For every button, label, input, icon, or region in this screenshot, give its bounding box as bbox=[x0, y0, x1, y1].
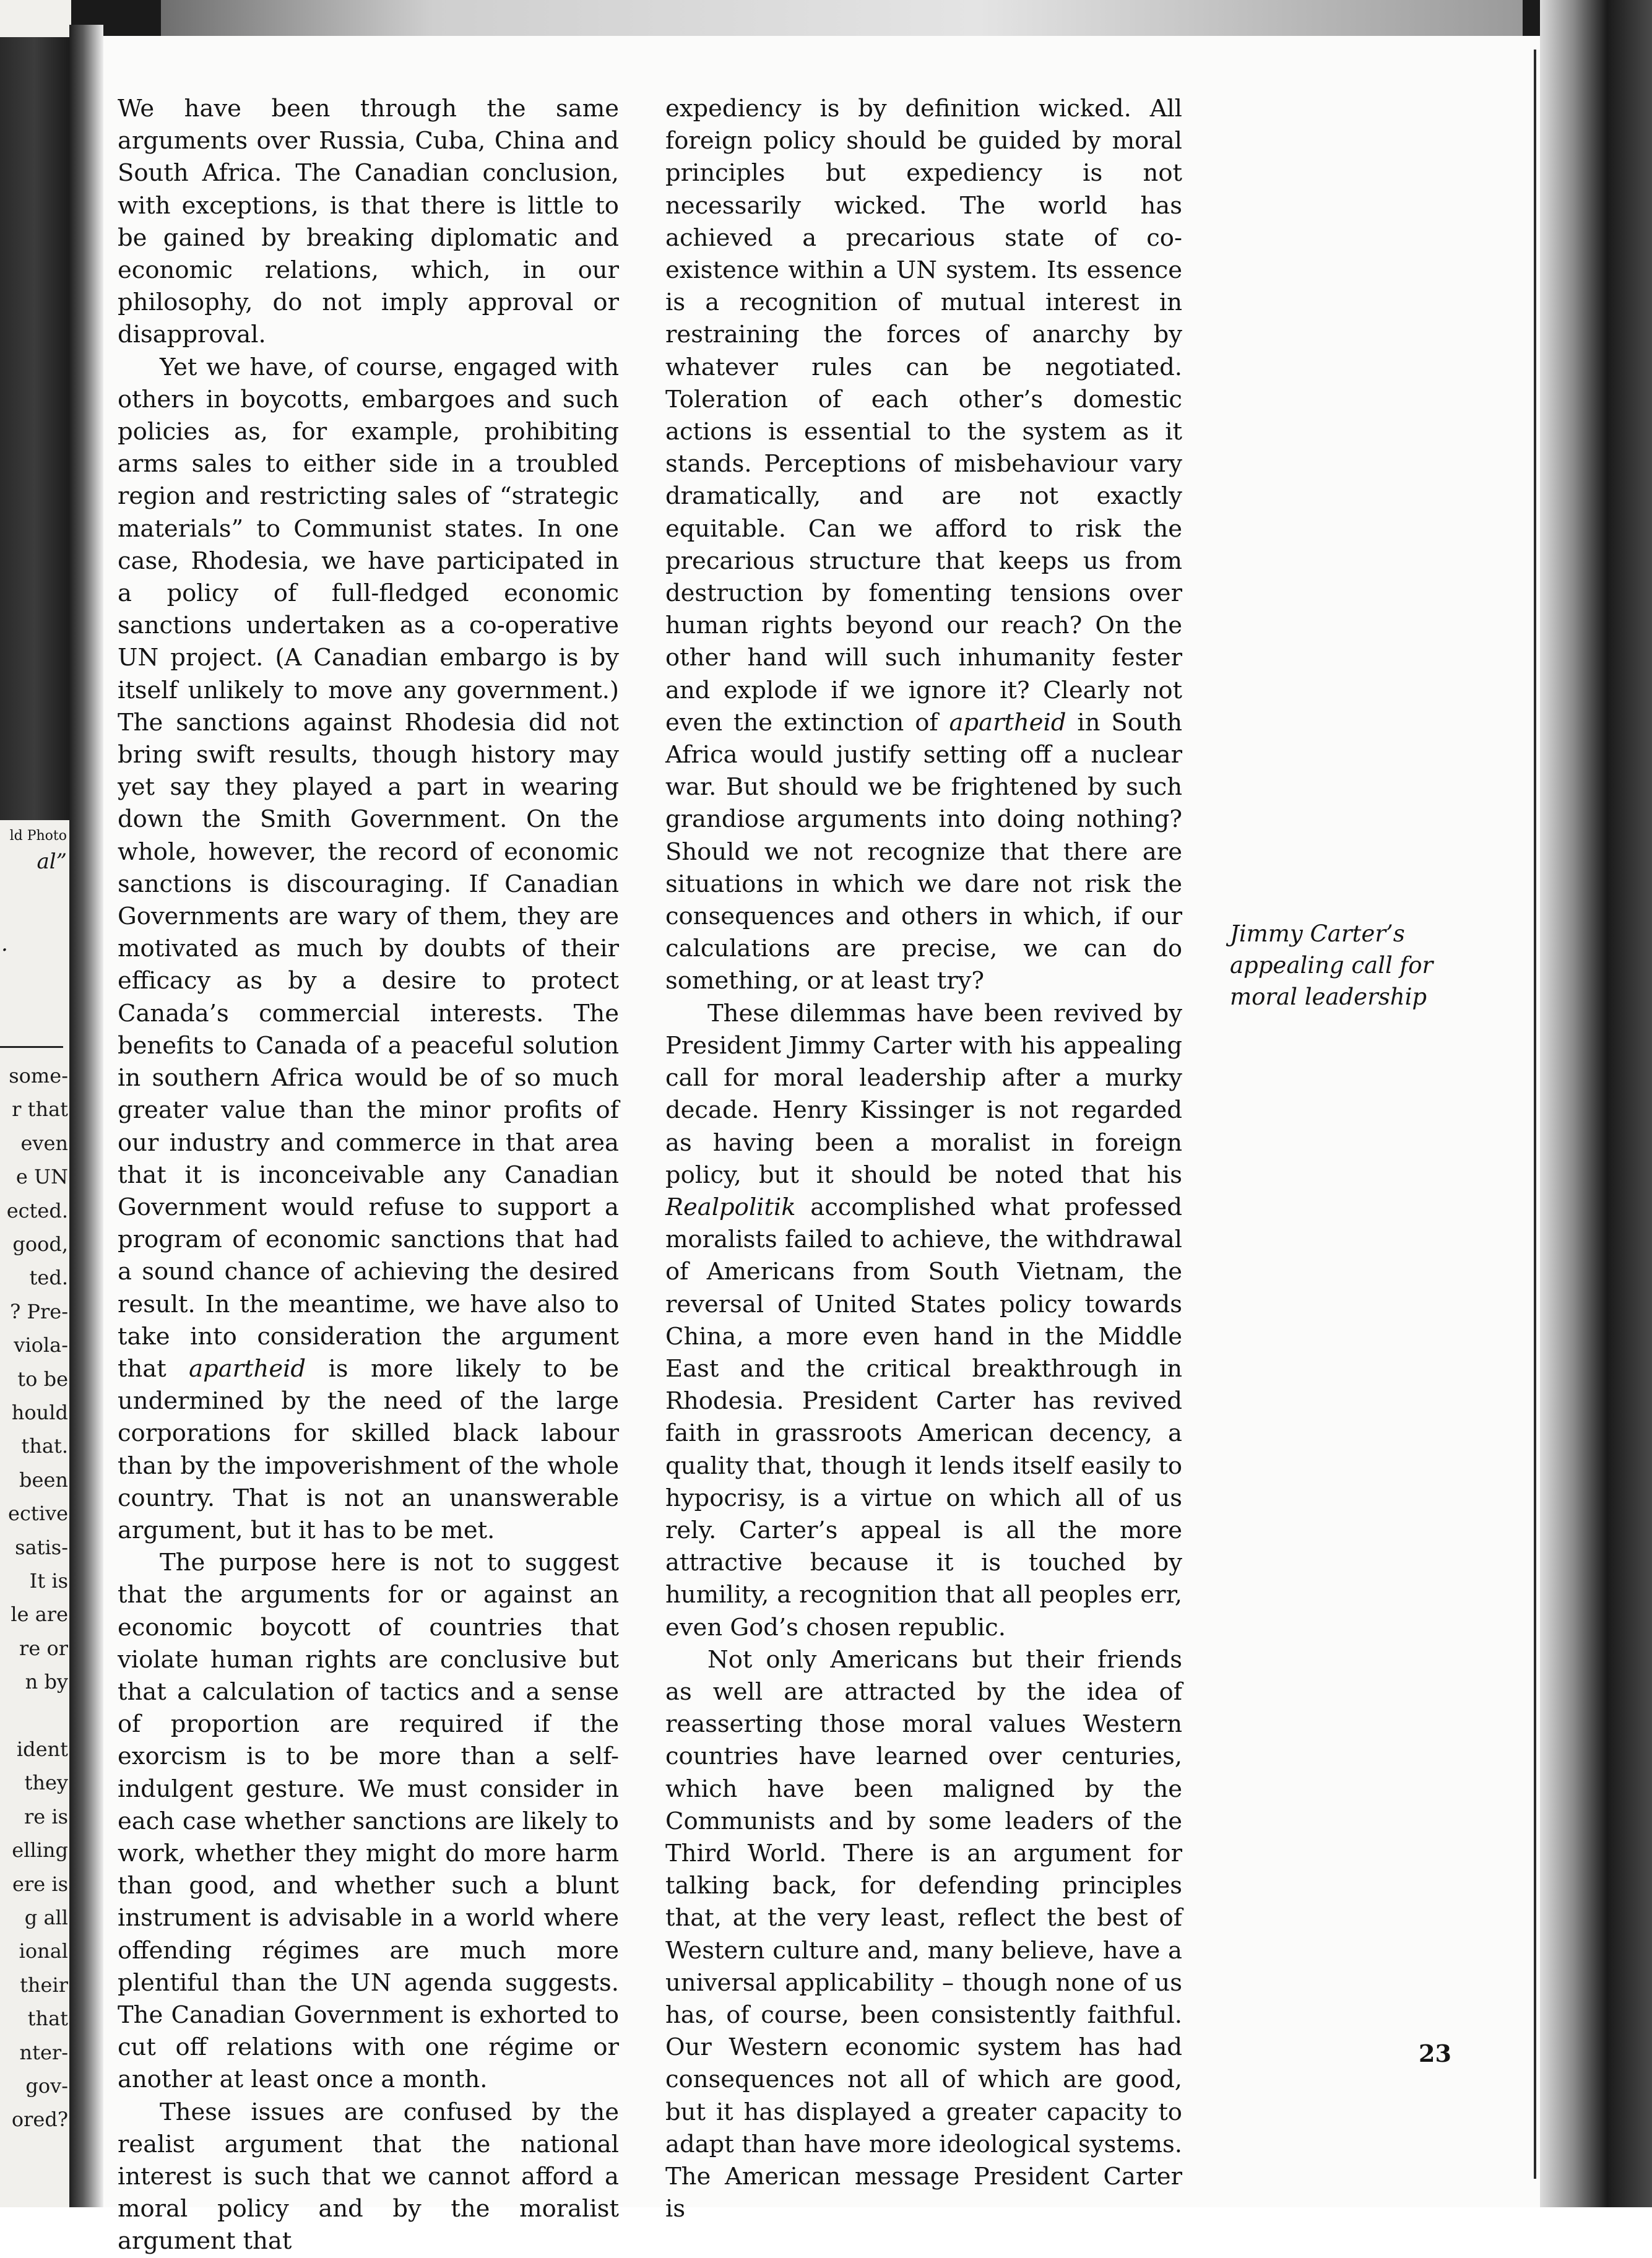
paragraph bbox=[118, 352, 619, 1547]
text-column-2 bbox=[665, 93, 1182, 2225]
facing-page-line-fragment: g all bbox=[24, 1906, 68, 1929]
facing-page-line-fragment: gov- bbox=[25, 2074, 68, 2098]
facing-page-photo bbox=[0, 37, 69, 820]
facing-page-line-fragment: viola- bbox=[14, 1333, 68, 1357]
facing-page-line-fragment: they bbox=[24, 1771, 68, 1795]
facing-page-line-fragment: n by bbox=[25, 1670, 68, 1694]
facing-page-line-fragment: hould bbox=[11, 1401, 68, 1424]
facing-page-rule bbox=[0, 1046, 63, 1048]
facing-page-line-fragment: to be bbox=[17, 1367, 68, 1391]
facing-page-line-fragment: that bbox=[27, 2007, 68, 2031]
scan-top-edge-highlight bbox=[161, 0, 1523, 36]
paragraph: The purpose here is not to suggest that the arguments for or against an economic boycott of countries that violate human rights are conclusive but that a calculation of tactics and a sense of proportion are required if the exorcism is to be more than a self-indulgent gesture. We must consider in each case whether sanctions are likely to work, whether they might do more harm than good, and whether such a blunt instrument is advisable in a world where offending régimes are much more plentiful than the UN agenda suggests. The Canadian Government is exhorted to cut off relations with one régime or another at least once a month. bbox=[118, 1549, 619, 2094]
caption-fragment: al” bbox=[37, 849, 67, 874]
facing-page-line-fragment: ? Pre- bbox=[10, 1299, 68, 1323]
facing-page-line-fragment: satis- bbox=[15, 1535, 68, 1559]
facing-page-line-fragment: ional bbox=[19, 1939, 68, 1963]
paragraph bbox=[665, 998, 1182, 1644]
facing-page-line-fragment: e UN bbox=[15, 1165, 68, 1189]
text-column-1 bbox=[118, 93, 619, 2258]
paragraph: We have been through the same arguments over Russia, Cuba, China and South Africa. The Canadian conclusion, with exceptions, is that there is little to be gained by breaking diplomatic and economic relations, which, in our philosophy, do not imply approval or disapproval. bbox=[118, 95, 619, 349]
facing-page-line-fragment: ident bbox=[16, 1737, 68, 1761]
facing-page-line-fragment: re is bbox=[24, 1804, 68, 1828]
margin-pull-quote: Jimmy Carter’s appealing call for moral leadership bbox=[1230, 920, 1434, 1010]
book-gutter bbox=[69, 25, 103, 2207]
paragraph: These issues are confused by the realist argument that the national interest is such that we cannot afford a moral policy and by the moralist argument that bbox=[118, 2098, 619, 2256]
paragraph-text: expediency is by definition wicked. All foreign policy should be guided by moral principles but expediency is not necessarily wicked. The world has achieved a precarious state of co-existence within a UN system. Its essence is a recognition of mutual interest in restraining the forces of anarchy by whatever rules can be negotiated. Toleration of each other’s domestic actions is essential to the system as it stands. Perceptions of misbehaviour vary dramatically, and are not exactly equitable. Can we afford to risk the precarious structure that keeps us from destruction by fomenting tensions over human rights beyond our reach? On the other hand will such inhumanity fester and explode if we ignore it? Clearly not even the extinction of apartheid in South Africa would justify setting off a nuclear war. But should we be frightened by such grandiose arguments into doing nothing? Should we not recognize that there are situations in which we dare not risk the consequences and others in which, if our calculations are precise, we can do something, or at least try? bbox=[665, 95, 1182, 995]
facing-page-line-fragment: some- bbox=[9, 1064, 68, 1088]
facing-page-line-fragment: elling bbox=[12, 1838, 68, 1862]
facing-page-line-fragment: even bbox=[20, 1131, 68, 1155]
facing-page-line-fragment: been bbox=[19, 1468, 68, 1492]
facing-page-line-fragment: their bbox=[20, 1973, 68, 1997]
right-margin-rule bbox=[1534, 50, 1536, 2179]
facing-page-line-fragment: r that bbox=[12, 1097, 68, 1122]
paragraph-text: Yet we have, of course, engaged with others in boycotts, embargoes and such policies as, for example, prohibiting arms sales to either side in a troubled region and restricting sales of “strategic materials” to Communist states. In one case, Rhodesia, we have participated in a policy of full-fledged economic sanctions undertaken as a co-operative UN project. (A Canadian embargo is by itself unlikely to move any government.) The sanctions against Rhodesia did not bring swift results, though history may yet say they played a part in wearing down the Smith Government. On the whole, however, the record of economic sanctions is discouraging. If Canadian Governments are wary of them, they are motivated as much by doubts of their efficacy as by a desire to protect Canada’s commercial interests. The benefits to Canada of a peaceful solution in southern Africa would be of so much greater value than the minor profits of our industry and commerce in that area that it is inconceivable any Canadian Government would refuse to support a program of economic sanctions that had a sound chance of achieving the desired result. In the meantime, we have also to take into consideration the argument that apartheid is more likely to be undermined by the need of the large corporations for skilled black labour than by the impoverishment of the whole country. That is not an unanswerable argument, but it has to be met. bbox=[118, 353, 619, 1544]
paragraph bbox=[665, 93, 1182, 998]
facing-page-line-fragment: le are bbox=[11, 1603, 68, 1627]
book-right-edge bbox=[1540, 0, 1652, 2207]
facing-page-line-fragment: good, bbox=[12, 1232, 68, 1256]
facing-page-line-fragment: re or bbox=[19, 1636, 68, 1660]
facing-page-line-fragment: nter- bbox=[19, 2040, 68, 2064]
paragraph: Not only Americans but their friends as well are attracted by the idea of reasserting those moral values Western countries have learned over centuries, which have been maligned by the Communists and by some leaders of the Third World. There is an argument for talking back, for defending principles that, at the very least, reflect the best of Western culture and, many believe, have a universal applicability – though none of us has, of course, been consistently faithful. Our Western economic system has had consequences not all of which are good, but it has displayed a greater capacity to adapt than have more ideological systems. The American message President Carter is bbox=[665, 1645, 1182, 2223]
facing-page-line-fragment: It is bbox=[29, 1569, 68, 1593]
facing-page-line-fragment: ted. bbox=[29, 1266, 68, 1290]
facing-page-line-fragment: ected. bbox=[6, 1198, 68, 1222]
photo-credit-fragment: ld Photo bbox=[9, 828, 67, 844]
paragraph-text: These dilemmas have been revived by President Jimmy Carter with his appealing call for moral leadership after a murky decade. Henry Kissinger is not regarded as having been a moralist in foreign policy, but it should be noted that his Realpolitik accomplished what professed moralists failed to achieve, the withdrawal of Americans from South Vietnam, the reversal of United States policy towards China, a more even hand in the Middle East and the critical breakthrough in Rhodesia. President Carter has revived faith in grassroots American decency, a quality that, though it lends itself easily to hypocrisy, is a virtue on which all of us rely. Carter’s appeal is all the more attractive because it is touched by humility, a recognition that all peoples err, even God’s chosen republic. bbox=[665, 999, 1182, 1642]
facing-page-line-fragment: ere is bbox=[12, 1872, 68, 1896]
facing-page-line-fragment: ored? bbox=[11, 2108, 68, 2132]
facing-page-line-fragment: that. bbox=[21, 1434, 68, 1458]
page-number: 23 bbox=[1419, 2040, 1451, 2067]
facing-page-line-fragment: ective bbox=[8, 1502, 68, 1526]
caption-mark-fragment: . bbox=[1, 932, 8, 956]
